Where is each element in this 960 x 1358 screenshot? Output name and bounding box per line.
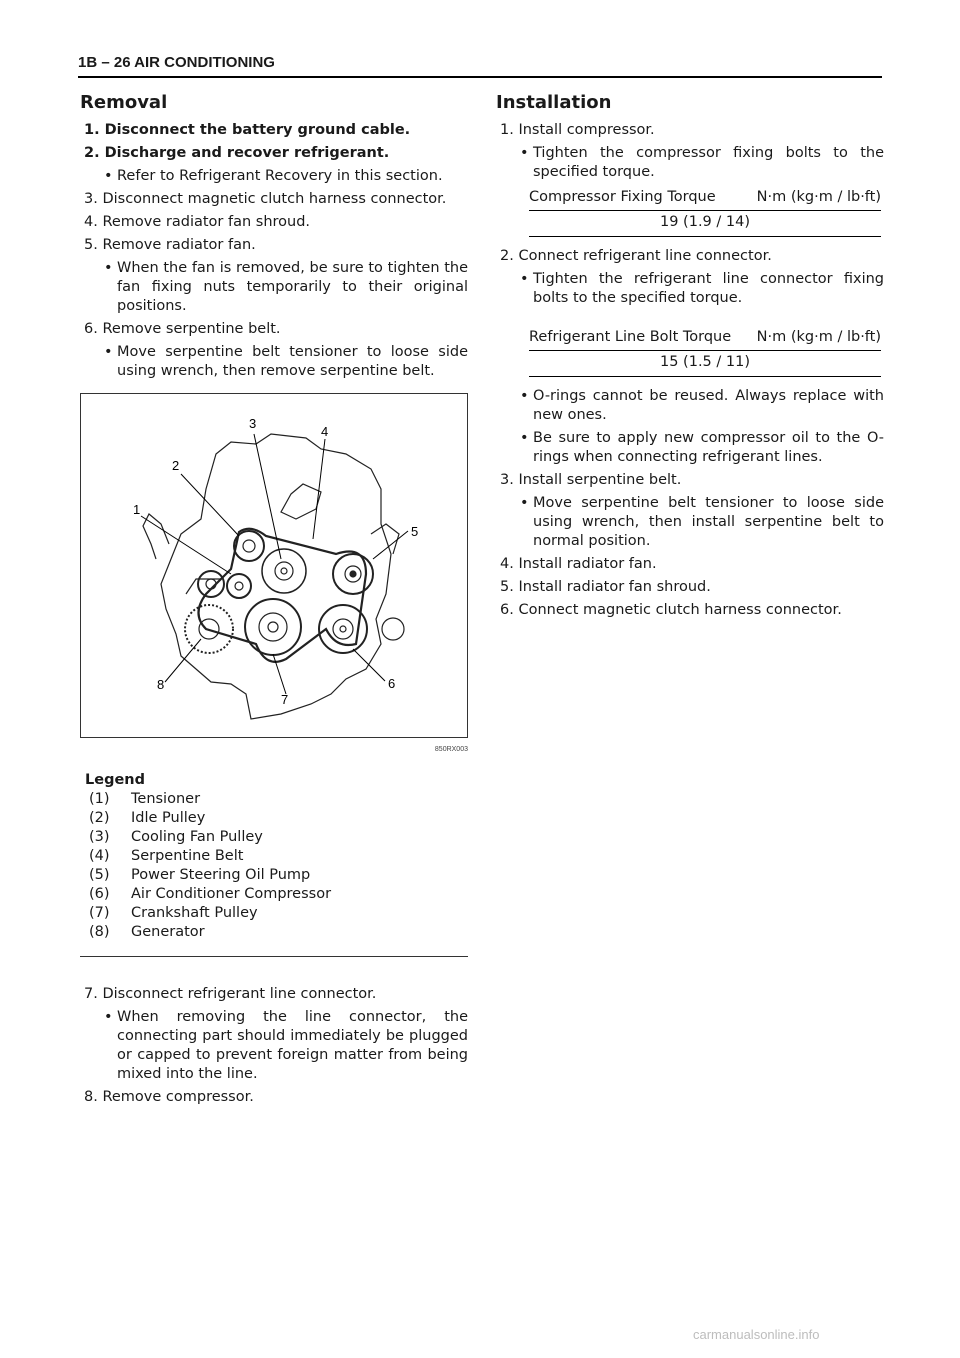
callout-5: 5 bbox=[411, 524, 419, 539]
bullet-text: Refer to Refrigerant Recovery in this section. bbox=[117, 168, 443, 184]
legend-number: (8) bbox=[89, 924, 110, 940]
legend-label: Idle Pulley bbox=[131, 810, 206, 826]
callout-7: 7 bbox=[281, 692, 289, 707]
removal-step-3: 3. Disconnect magnetic clutch harness connector. bbox=[84, 191, 447, 207]
bullet-icon: • bbox=[104, 168, 113, 184]
bullet-icon: • bbox=[520, 145, 529, 161]
torque-spec-refrigerant-line bbox=[529, 328, 881, 377]
legend-number: (2) bbox=[89, 810, 110, 826]
installation-section bbox=[496, 92, 884, 624]
bullet-text: When removing the line connector, the connecting part should immediately be plugged or capped to prevent foreign matter from being mixed into the line. bbox=[117, 1009, 468, 1082]
bullet-icon: • bbox=[520, 388, 529, 404]
removal-step-6-bullet bbox=[104, 343, 468, 381]
installation-step-3-bullet bbox=[520, 494, 884, 551]
removal-step-2-bullet bbox=[104, 167, 468, 186]
bullet-text: Move serpentine belt tensioner to loose side using wrench, then install serpentine belt to normal position. bbox=[533, 495, 884, 549]
bullet-text: When the fan is removed, be sure to tighten the fan fixing nuts temporarily to their original positions. bbox=[117, 260, 468, 314]
torque-unit: N·m (kg·m / lb·ft) bbox=[756, 329, 881, 345]
removal-step-2: 2. Discharge and recover refrigerant. bbox=[84, 145, 390, 161]
bullet-icon: • bbox=[520, 271, 529, 287]
torque-header bbox=[529, 328, 881, 351]
removal-step-7: 7. Disconnect refrigerant line connector. bbox=[84, 986, 377, 1002]
legend-item bbox=[85, 828, 468, 847]
legend-item bbox=[85, 847, 468, 866]
legend-number: (3) bbox=[89, 829, 110, 845]
removal-step-4: 4. Remove radiator fan shroud. bbox=[84, 214, 311, 230]
legend-item bbox=[85, 885, 468, 904]
legend-label: Crankshaft Pulley bbox=[131, 905, 258, 921]
callout-8: 8 bbox=[157, 677, 165, 692]
page-header bbox=[78, 54, 882, 78]
removal-step-5-bullet bbox=[104, 259, 468, 316]
bullet-icon: • bbox=[104, 1009, 113, 1025]
legend-item bbox=[85, 866, 468, 885]
legend-label: Generator bbox=[131, 924, 205, 940]
torque-header bbox=[529, 188, 881, 211]
removal-step-6: 6. Remove serpentine belt. bbox=[84, 321, 281, 337]
bullet-text: Tighten the refrigerant line connector fixing bolts to the specified torque. bbox=[533, 271, 884, 306]
legend-label: Air Conditioner Compressor bbox=[131, 886, 332, 902]
installation-step-5: 5. Install radiator fan shroud. bbox=[500, 579, 711, 595]
removal-section bbox=[80, 92, 468, 1111]
torque-label: Refrigerant Line Bolt Torque bbox=[529, 329, 732, 345]
engine-belt-diagram bbox=[80, 393, 468, 738]
figure-code: 850RX003 bbox=[434, 746, 468, 753]
removal-step-8: 8. Remove compressor. bbox=[84, 1089, 254, 1105]
bullet-text: Tighten the compressor fixing bolts to the specified torque. bbox=[533, 145, 884, 180]
installation-step-4: 4. Install radiator fan. bbox=[500, 556, 657, 572]
bullet-icon: • bbox=[520, 495, 529, 511]
removal-step-7-bullet bbox=[104, 1008, 468, 1084]
installation-step-2: 2. Connect refrigerant line connector. bbox=[500, 248, 772, 264]
legend-label: Power Steering Oil Pump bbox=[131, 867, 311, 883]
callout-2: 2 bbox=[172, 458, 180, 473]
legend bbox=[85, 771, 468, 942]
bullet-icon: • bbox=[104, 260, 113, 276]
footer-watermark[interactable]: carmanualsonline.info bbox=[693, 1327, 820, 1342]
installation-step-2-bullet-3 bbox=[520, 429, 884, 467]
removal-step-5: 5. Remove radiator fan. bbox=[84, 237, 256, 253]
legend-label: Serpentine Belt bbox=[131, 848, 244, 864]
bullet-icon: • bbox=[520, 430, 529, 446]
installation-step-6: 6. Connect magnetic clutch harness connector. bbox=[500, 602, 842, 618]
legend-number: (7) bbox=[89, 905, 110, 921]
callout-3: 3 bbox=[249, 416, 257, 431]
installation-step-2-bullet bbox=[520, 270, 884, 308]
legend-number: (1) bbox=[89, 791, 110, 807]
legend-number: (5) bbox=[89, 867, 110, 883]
bullet-text: Be sure to apply new compressor oil to the O-rings when connecting refrigerant lines. bbox=[533, 430, 884, 465]
torque-value: 15 (1.5 / 11) bbox=[529, 351, 881, 377]
torque-label: Compressor Fixing Torque bbox=[529, 189, 716, 205]
legend-number: (4) bbox=[89, 848, 110, 864]
bullet-icon: • bbox=[104, 344, 113, 360]
legend-item bbox=[85, 790, 468, 809]
bullet-text: Move serpentine belt tensioner to loose side using wrench, then remove serpentine belt. bbox=[117, 344, 468, 379]
legend-label: Tensioner bbox=[131, 791, 201, 807]
bullet-text: O-rings cannot be reused. Always replace with new ones. bbox=[533, 388, 884, 423]
legend-number: (6) bbox=[89, 886, 110, 902]
legend-item bbox=[85, 923, 468, 942]
legend-title: Legend bbox=[85, 772, 145, 788]
legend-label: Cooling Fan Pulley bbox=[131, 829, 263, 845]
installation-step-1-bullet bbox=[520, 144, 884, 182]
installation-step-2-bullet-2 bbox=[520, 387, 884, 425]
removal-heading: Removal bbox=[80, 92, 168, 113]
torque-unit: N·m (kg·m / lb·ft) bbox=[756, 189, 881, 205]
removal-step-1: 1. Disconnect the battery ground cable. bbox=[84, 122, 411, 138]
torque-value: 19 (1.9 / 14) bbox=[529, 211, 881, 237]
torque-spec-compressor bbox=[529, 188, 881, 237]
legend-item bbox=[85, 904, 468, 923]
installation-step-3: 3. Install serpentine belt. bbox=[500, 472, 682, 488]
installation-heading: Installation bbox=[496, 92, 612, 113]
installation-step-1: 1. Install compressor. bbox=[500, 122, 655, 138]
section-divider bbox=[80, 956, 468, 957]
callout-4: 4 bbox=[321, 424, 329, 439]
engine-belt-drawing bbox=[81, 394, 467, 737]
callout-1: 1 bbox=[133, 502, 141, 517]
callout-6: 6 bbox=[388, 676, 396, 691]
legend-item bbox=[85, 809, 468, 828]
page-header-title: 1B – 26 AIR CONDITIONING bbox=[78, 54, 275, 71]
